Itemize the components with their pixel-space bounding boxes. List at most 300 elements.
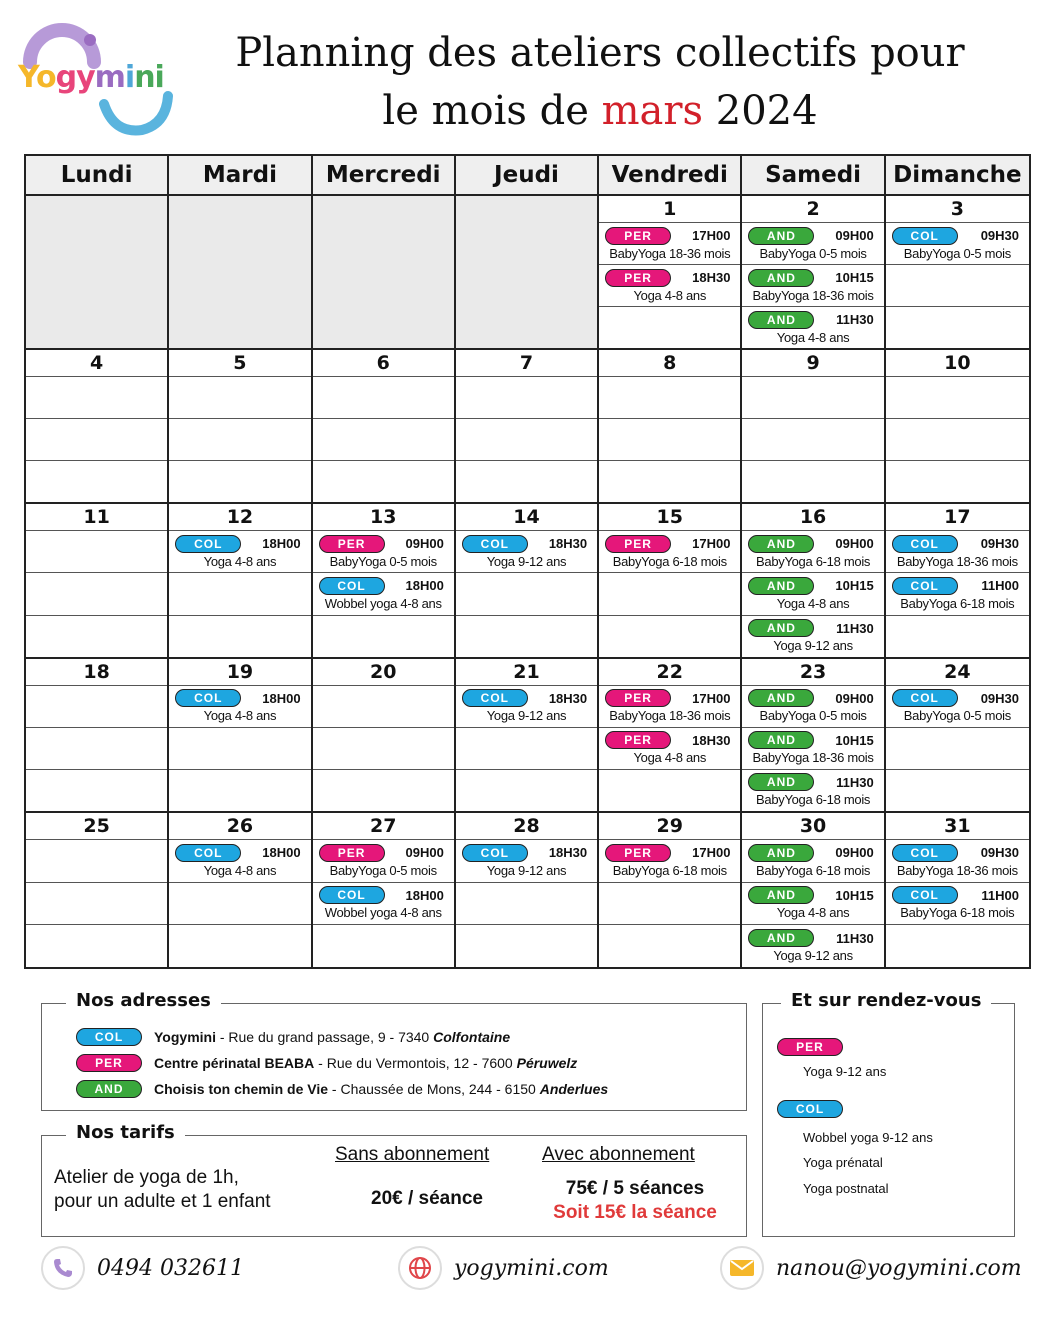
event-slot [456,685,597,727]
rdv-title: Et sur rendez-vous [781,990,991,1011]
location-tag: COL [892,535,958,553]
tarifs-title: Nos tarifs [66,1122,185,1143]
event-activity: BabyYoga 18-36 mois [896,862,1018,878]
monthly-calendar [24,154,1031,969]
calendar-cell-empty [313,196,456,350]
event-header [748,577,877,595]
event-time: 09H00 [835,690,874,706]
time-slot [886,376,1029,418]
time-slot [599,418,740,460]
event-slot [169,530,310,572]
calendar-day-cell [599,813,742,967]
event-activity: BabyYoga 6-18 mois [756,792,871,808]
calendar-day-cell [456,659,599,813]
time-slot [742,418,883,460]
event-header [319,535,448,553]
location-tag: PER [605,269,671,287]
day-number: 26 [226,814,254,837]
event-slot [742,685,883,727]
title-prefix: le mois de [382,88,602,134]
day-number: 2 [806,198,820,220]
globe-icon [398,1246,442,1290]
calendar-day-cell [742,196,885,350]
phone-icon [41,1246,85,1290]
tarif-label [54,1166,271,1214]
event-activity: BabyYoga 6-18 mois [900,595,1015,611]
event-time: 11H30 [836,774,874,790]
event-header [319,577,448,595]
rdv-item: Yoga prénatal [803,1155,883,1170]
address-and [76,1080,608,1098]
time-slot [456,460,597,502]
event-slot [742,924,883,967]
event-slot [886,839,1029,882]
event-header [748,227,877,245]
calendar-day-cell [886,196,1029,350]
event-activity: Yoga 9-12 ans [486,708,567,724]
location-tag: AND [748,886,814,904]
event-slot [313,839,454,882]
event-time: 18H00 [262,536,301,552]
event-activity: Wobbel yoga 4-8 ans [324,595,442,611]
event-time: 09H00 [835,536,874,552]
time-slot [26,376,167,418]
tag-per: PER [76,1054,142,1072]
time-slot [456,572,597,614]
time-slot [886,727,1029,769]
address-name: Choisis ton chemin de Vie [154,1081,329,1097]
calendar-day-cell [313,350,456,504]
time-slot [456,376,597,418]
event-activity: BabyYoga 0-5 mois [903,708,1011,724]
address-street: - Rue du grand passage, 9 - 7340 [215,1029,434,1045]
event-activity: BabyYoga 0-5 mois [329,862,437,878]
day-number: 27 [369,814,397,837]
event-header [605,535,734,553]
location-tag: AND [748,731,814,749]
time-slot [886,460,1029,502]
tarif-value-avec: 75€ / 5 séances [565,1178,705,1199]
location-tag: AND [748,269,814,287]
event-header [892,886,1023,904]
time-slot [742,376,883,418]
event-time: 11H00 [981,887,1019,903]
calendar-day-cell [886,659,1029,813]
event-slot [742,264,883,306]
time-slot [26,839,167,882]
time-slot [26,924,167,967]
location-tag: AND [748,535,814,553]
event-header [748,844,877,862]
location-tag: COL [892,844,958,862]
event-slot [742,727,883,769]
event-time: 09H30 [980,536,1019,552]
event-header [748,773,877,791]
calendar-day-cell [886,504,1029,658]
event-slot [886,685,1029,727]
event-activity: Yoga 4-8 ans [776,595,850,611]
event-time: 17H00 [692,845,731,861]
event-time: 11H30 [836,620,874,636]
time-slot [26,769,167,811]
time-slot [313,727,454,769]
day-number: 8 [663,352,677,375]
location-tag: PER [605,535,671,553]
event-activity: Yoga 4-8 ans [776,905,850,921]
time-slot [169,727,310,769]
event-activity: BabyYoga 6-18 mois [612,553,727,569]
day-number: 3 [950,198,964,220]
calendar-cell-empty [26,196,169,350]
event-activity: BabyYoga 18-36 mois [609,245,731,261]
title-year: 2024 [703,88,818,134]
time-slot [456,418,597,460]
event-time: 18H30 [548,690,588,706]
time-slot [599,306,740,348]
day-number: 11 [83,506,110,529]
location-tag: COL [319,577,385,595]
title-month: mars [601,88,704,134]
event-time: 09H00 [835,228,874,244]
location-tag: PER [605,731,671,749]
day-number: 22 [656,660,683,683]
event-slot [599,839,740,882]
event-time: 11H30 [836,312,874,328]
time-slot [599,572,740,614]
day-header: Mardi [169,156,312,196]
event-slot [742,839,883,882]
calendar-day-cell [313,813,456,967]
location-tag: AND [748,929,814,947]
location-tag: COL [175,844,241,862]
address-col [76,1028,510,1046]
location-tag: COL [175,535,241,553]
event-time: 09H00 [835,845,874,861]
day-number: 29 [656,814,683,837]
rdv-item: Wobbel yoga 9-12 ans [803,1130,933,1145]
event-header [605,731,734,749]
day-number: 25 [83,814,110,837]
time-slot [169,418,310,460]
event-slot [313,530,454,572]
day-number: 28 [513,814,540,837]
calendar-day-cell [456,350,599,504]
day-number: 14 [513,506,540,529]
time-slot [456,769,597,811]
event-activity: Wobbel yoga 4-8 ans [324,905,442,921]
event-time: 18H30 [548,845,588,861]
event-activity: Yoga 9-12 ans [486,553,567,569]
day-number: 31 [944,814,971,837]
calendar-day-cell [742,504,885,658]
time-slot [169,615,310,657]
day-header: Jeudi [456,156,599,196]
rdv-tag-per: PER [777,1038,843,1056]
event-slot [886,222,1029,264]
location-tag: PER [319,535,385,553]
calendar-day-cell [26,350,169,504]
location-tag: AND [748,577,814,595]
day-number: 30 [799,814,827,837]
event-activity: BabyYoga 0-5 mois [759,708,867,724]
day-number: 23 [799,660,827,683]
event-time: 10H15 [835,270,874,286]
event-slot [456,839,597,882]
calendar-day-cell [599,659,742,813]
title-line-1: Planning des ateliers collectifs pour [235,30,965,76]
event-slot [886,882,1029,925]
tarif-label-line2: pour un adulte et 1 enfant [54,1191,271,1212]
title-line-2 [200,82,1000,140]
time-slot [26,882,167,925]
addresses-title: Nos adresses [66,990,221,1011]
event-time: 10H15 [835,732,874,748]
time-slot [169,882,310,925]
time-slot [26,615,167,657]
rdv-box [762,990,1015,1237]
tarifs-box [41,1122,747,1237]
tarif-label-line1: Atelier de yoga de 1h, [54,1167,239,1188]
day-header: Mercredi [313,156,456,196]
event-activity: BabyYoga 18-36 mois [896,553,1018,569]
address-per [76,1054,577,1072]
time-slot [26,460,167,502]
time-slot [26,572,167,614]
event-header [175,535,304,553]
event-time: 18H00 [262,845,301,861]
time-slot [742,460,883,502]
calendar-day-cell [313,659,456,813]
event-slot [599,264,740,306]
event-header [605,269,734,287]
event-time: 09H30 [980,228,1019,244]
day-number: 20 [369,660,397,683]
event-time: 09H00 [405,536,444,552]
event-header [748,311,877,329]
event-slot [886,572,1029,614]
address-name: Yogymini [154,1029,216,1045]
event-slot [599,727,740,769]
address-name: Centre périnatal BEABA [154,1055,315,1071]
time-slot [599,460,740,502]
day-number: 17 [944,506,971,529]
event-slot [742,615,883,657]
event-slot [456,530,597,572]
event-time: 09H30 [980,845,1019,861]
event-activity: Yoga 4-8 ans [776,329,850,345]
event-header [892,227,1023,245]
time-slot [599,924,740,967]
location-tag: PER [605,844,671,862]
event-header [319,844,448,862]
location-tag: AND [748,311,814,329]
time-slot [313,615,454,657]
time-slot [456,615,597,657]
time-slot [886,769,1029,811]
event-activity: Yoga 9-12 ans [773,948,853,964]
time-slot [599,615,740,657]
event-header [748,619,877,637]
calendar-day-cell [169,813,312,967]
time-slot [456,727,597,769]
day-number: 21 [513,660,540,683]
calendar-day-cell [26,813,169,967]
event-header [175,689,304,707]
day-number: 18 [83,660,110,683]
address-city: Péruwelz [516,1055,578,1071]
event-time: 09H00 [405,845,444,861]
address-street: - Chaussée de Mons, 244 - 6150 [328,1081,540,1097]
day-number: 24 [944,660,971,683]
time-slot [26,530,167,572]
time-slot [313,376,454,418]
tag-col: COL [76,1028,142,1046]
day-header: Vendredi [599,156,742,196]
event-slot [599,685,740,727]
location-tag: COL [462,535,528,553]
day-number: 19 [226,660,254,683]
day-number: 9 [806,352,820,375]
event-slot [742,882,883,925]
event-activity: BabyYoga 0-5 mois [759,245,867,261]
time-slot [313,769,454,811]
event-header [748,269,877,287]
calendar-day-cell [599,196,742,350]
day-number: 10 [944,352,971,375]
location-tag: PER [605,689,671,707]
calendar-day-cell [886,350,1029,504]
event-header [892,689,1023,707]
rdv-item: Yoga postnatal [803,1181,889,1196]
event-header [748,689,877,707]
time-slot [599,882,740,925]
location-tag: AND [748,773,814,791]
time-slot [26,418,167,460]
calendar-day-cell [313,504,456,658]
calendar-day-cell [599,504,742,658]
time-slot [599,769,740,811]
event-time: 11H30 [836,930,874,946]
event-time: 18H00 [405,887,444,903]
calendar-day-cell [742,350,885,504]
day-number: 4 [90,352,104,375]
time-slot [313,685,454,727]
location-tag: COL [892,227,958,245]
location-tag: COL [462,689,528,707]
event-time: 09H30 [980,690,1019,706]
event-time: 10H15 [835,578,874,594]
event-activity: BabyYoga 18-36 mois [609,708,731,724]
calendar-day-cell [742,813,885,967]
event-time: 18H00 [262,690,301,706]
event-slot [599,530,740,572]
time-slot [456,882,597,925]
address-city: Anderlues [539,1081,609,1097]
calendar-day-cell [599,350,742,504]
event-header [462,689,591,707]
event-slot [169,685,310,727]
event-slot [169,839,310,882]
event-activity: BabyYoga 6-18 mois [756,553,871,569]
event-time: 18H30 [692,270,731,286]
event-time: 10H15 [835,887,874,903]
event-activity: Yoga 4-8 ans [633,750,707,766]
day-header: Dimanche [886,156,1029,196]
event-activity: Yoga 4-8 ans [203,553,277,569]
location-tag: AND [748,844,814,862]
location-tag: AND [748,619,814,637]
time-slot [313,418,454,460]
location-tag: AND [748,227,814,245]
tarif-note-avec: Soit 15€ la séance [553,1202,717,1223]
location-tag: COL [462,844,528,862]
contact-website[interactable] [398,1246,609,1290]
event-slot [742,530,883,572]
event-slot [886,530,1029,572]
calendar-cell-empty [169,196,312,350]
time-slot [886,924,1029,967]
tarif-head-sans: Sans abonnement [335,1144,490,1165]
time-slot [313,460,454,502]
event-activity: Yoga 9-12 ans [486,862,567,878]
time-slot [26,685,167,727]
day-header: Samedi [742,156,885,196]
event-activity: BabyYoga 6-18 mois [612,862,727,878]
event-time: 18H30 [692,732,731,748]
event-header [605,689,734,707]
calendar-day-cell [26,504,169,658]
time-slot [26,727,167,769]
event-slot [742,572,883,614]
day-number: 7 [519,352,534,375]
event-header [605,227,734,245]
location-tag: PER [605,227,671,245]
time-slot [169,924,310,967]
mail-icon [720,1246,764,1290]
calendar-day-cell [169,659,312,813]
contact-phone[interactable] [41,1246,244,1290]
event-header [892,577,1023,595]
event-slot [599,222,740,264]
time-slot [456,924,597,967]
time-slot [169,572,310,614]
event-activity: BabyYoga 0-5 mois [329,553,437,569]
event-header [175,844,304,862]
time-slot [886,615,1029,657]
calendar-day-cell [169,504,312,658]
day-number: 6 [376,352,390,375]
event-time: 18H30 [548,536,588,552]
day-number: 12 [226,506,254,529]
tarif-head-avec: Avec abonnement [542,1144,695,1165]
event-activity: BabyYoga 0-5 mois [903,245,1011,261]
calendar-day-cell [456,504,599,658]
calendar-cell-empty [456,196,599,350]
event-header [605,844,734,862]
time-slot [599,376,740,418]
event-activity: BabyYoga 6-18 mois [756,862,871,878]
tarif-value-sans: 20€ / séance [371,1188,483,1209]
location-tag: COL [892,689,958,707]
location-tag: AND [748,689,814,707]
yogymini-logo [18,22,178,140]
rdv-item: Yoga 9-12 ans [803,1064,887,1079]
contact-email[interactable] [720,1246,1022,1290]
event-slot [313,572,454,614]
calendar-day-cell [456,813,599,967]
email-address: nanou@yogymini.com [776,1255,1022,1281]
event-slot [742,306,883,348]
